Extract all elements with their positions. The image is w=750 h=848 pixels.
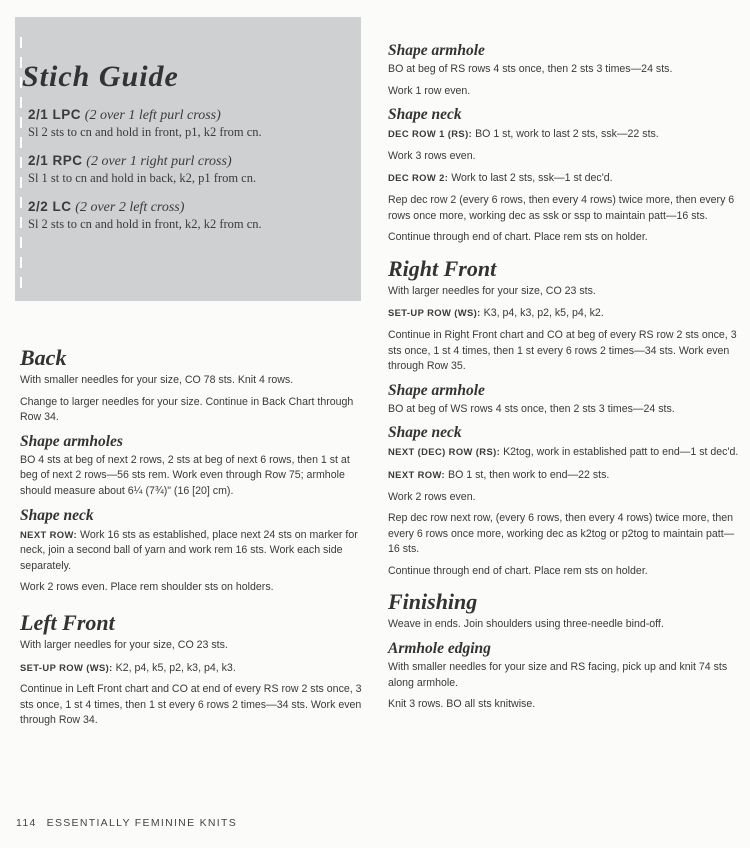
- left-front-paragraph: With larger needles for your size, CO 23 sts.: [20, 638, 228, 651]
- stitch-guide-item: [28, 106, 346, 141]
- shape-armholes-text: BO 4 sts at beg of next 2 rows, 2 sts at beg of next 6 rows, then 1 st at beg of next 2 rows—56 sts rem. Work even through Row 75; armhole should measure about 6¼ (7¾)" (16 [20] cm).: [20, 453, 350, 497]
- row-label: NEXT ROW:: [20, 528, 78, 540]
- page-number: 114: [16, 817, 37, 829]
- shape-neck-text: Rep dec row next row, (every 6 rows, then every 4 rows) twice more, then every 6 rows once more, working dec as k2tog or p2tog to maintain patt—16 sts.: [388, 512, 735, 556]
- row-label: DEC ROW 2:: [388, 172, 449, 184]
- shape-neck-text: Work 2 rows even. Place rem shoulder sts on holders.: [20, 581, 274, 594]
- row-label: SET-UP ROW (WS):: [20, 661, 113, 673]
- shape-neck-text: Work 3 rows even.: [388, 149, 476, 162]
- book-title: ESSENTIALLY FEMININE KNITS: [46, 817, 238, 829]
- stitch-name: (2 over 1 left purl cross): [84, 108, 221, 123]
- finishing-heading: Finishing: [388, 589, 478, 615]
- right-front-heading: Right Front: [388, 255, 497, 281]
- stitch-guide-item: [28, 152, 346, 187]
- setup-row-text: SET-UP ROW (WS): K2, p4, k5, p2, k3, p4, k3.: [20, 661, 236, 674]
- armhole-edging-heading: Armhole edging: [388, 640, 491, 658]
- back-paragraph: With smaller needles for your size, CO 78 sts. Knit 4 rows.: [20, 374, 294, 386]
- shape-neck-text: Continue through end of chart. Place rem sts on holder.: [388, 564, 648, 577]
- shape-neck-text: Continue through end of chart. Place rem sts on holder.: [388, 231, 648, 244]
- stitch-name: (2 over 1 right purl cross): [86, 154, 232, 169]
- shape-armhole-heading: Shape armhole: [388, 381, 485, 399]
- back-heading: Back: [20, 345, 67, 370]
- stitch-description: Sl 2 sts to cn and hold in front, p1, k2 from cn.: [28, 125, 262, 139]
- shape-armhole-text: BO at beg of WS rows 4 sts once, then 2 sts 3 times—24 sts.: [388, 402, 675, 415]
- shape-neck-text: Work 2 rows even.: [388, 490, 476, 503]
- setup-row-text: SET-UP ROW (WS): K3, p4, k3, p2, k5, p4, k2.: [388, 307, 604, 320]
- page-footer: [16, 817, 237, 829]
- right-front-paragraph: Continue in Right Front chart and CO at beg of every RS row 2 sts once, 3 sts once, 1 st 4 times, then 1 st every 6 rows 2 times—34 sts. Work even through Row 35.: [388, 328, 737, 373]
- shape-armhole-heading: Shape armhole: [388, 42, 485, 59]
- right-column: [388, 41, 740, 719]
- row-label: DEC ROW 1 (RS):: [388, 128, 473, 140]
- dec-row-text: DEC ROW 2: Work to last 2 sts, ssk—1 st dec'd.: [388, 172, 613, 185]
- stitch-guide-list: [28, 106, 346, 244]
- left-column: [20, 345, 370, 735]
- shape-neck-text: NEXT ROW: Work 16 sts as established, place next 24 sts on marker for neck, join a second ball of yarn and work rem 16 sts. Work each side separately.: [20, 528, 358, 572]
- stitch-description: Sl 1 st to cn and hold in back, k2, p1 from cn.: [28, 171, 257, 185]
- shape-armhole-text: BO at beg of RS rows 4 sts once, then 2 sts 3 times—24 sts.: [388, 63, 673, 75]
- shape-neck-heading: Shape neck: [388, 424, 462, 442]
- shape-armholes-heading: Shape armholes: [20, 432, 123, 450]
- right-front-paragraph: With larger needles for your size, CO 23 sts.: [388, 284, 596, 297]
- stitch-code: 2/1 LPC: [28, 107, 82, 122]
- shape-neck-heading: Shape neck: [20, 506, 94, 524]
- armhole-edging-text: With smaller needles for your size and RS facing, pick up and knit 74 sts along armhole.: [388, 661, 728, 689]
- stitch-code: 2/2 LC: [28, 199, 72, 214]
- stitch-guide-item: [28, 198, 346, 233]
- finishing-paragraph: Weave in ends. Join shoulders using three-needle bind-off.: [388, 618, 664, 631]
- row-label: NEXT (DEC) ROW (RS):: [388, 446, 501, 458]
- shape-neck-text: Rep dec row 2 (every 6 rows, then every 4 rows) twice more, then every 6 rows once more, working dec as ssk or ssp to maintain patt—16 sts.: [388, 193, 735, 222]
- shape-armhole-text: Work 1 row even.: [388, 84, 471, 97]
- stitch-description: Sl 2 sts to cn and hold in front, k2, k2 from cn.: [28, 217, 262, 231]
- left-front-paragraph: Continue in Left Front chart and CO at end of every RS row 2 sts once, 3 sts once, 1 st 4 times, then 1 st every 6 rows 2 times—34 sts. Work even through Row 34.: [20, 683, 362, 727]
- back-paragraph: Change to larger needles for your size. Continue in Back Chart through Row 34.: [20, 395, 354, 424]
- stitch-guide-title: Stich Guide: [22, 60, 179, 93]
- stitch-name: (2 over 2 left cross): [75, 200, 185, 215]
- dec-row-text: DEC ROW 1 (RS): BO 1 st, work to last 2 sts, ssk—22 sts.: [388, 128, 659, 141]
- stitch-code: 2/1 RPC: [28, 153, 83, 168]
- armhole-edging-text: Knit 3 rows. BO all sts knitwise.: [388, 698, 536, 711]
- row-label: NEXT ROW:: [388, 468, 446, 480]
- next-row-text: NEXT ROW: BO 1 st, then work to end—22 sts.: [388, 468, 610, 481]
- row-label: SET-UP ROW (WS):: [388, 307, 481, 319]
- left-front-heading: Left Front: [20, 609, 115, 635]
- shape-neck-heading: Shape neck: [388, 106, 462, 124]
- dec-row-text: NEXT (DEC) ROW (RS): K2tog, work in established patt to end—1 st dec'd.: [388, 446, 739, 459]
